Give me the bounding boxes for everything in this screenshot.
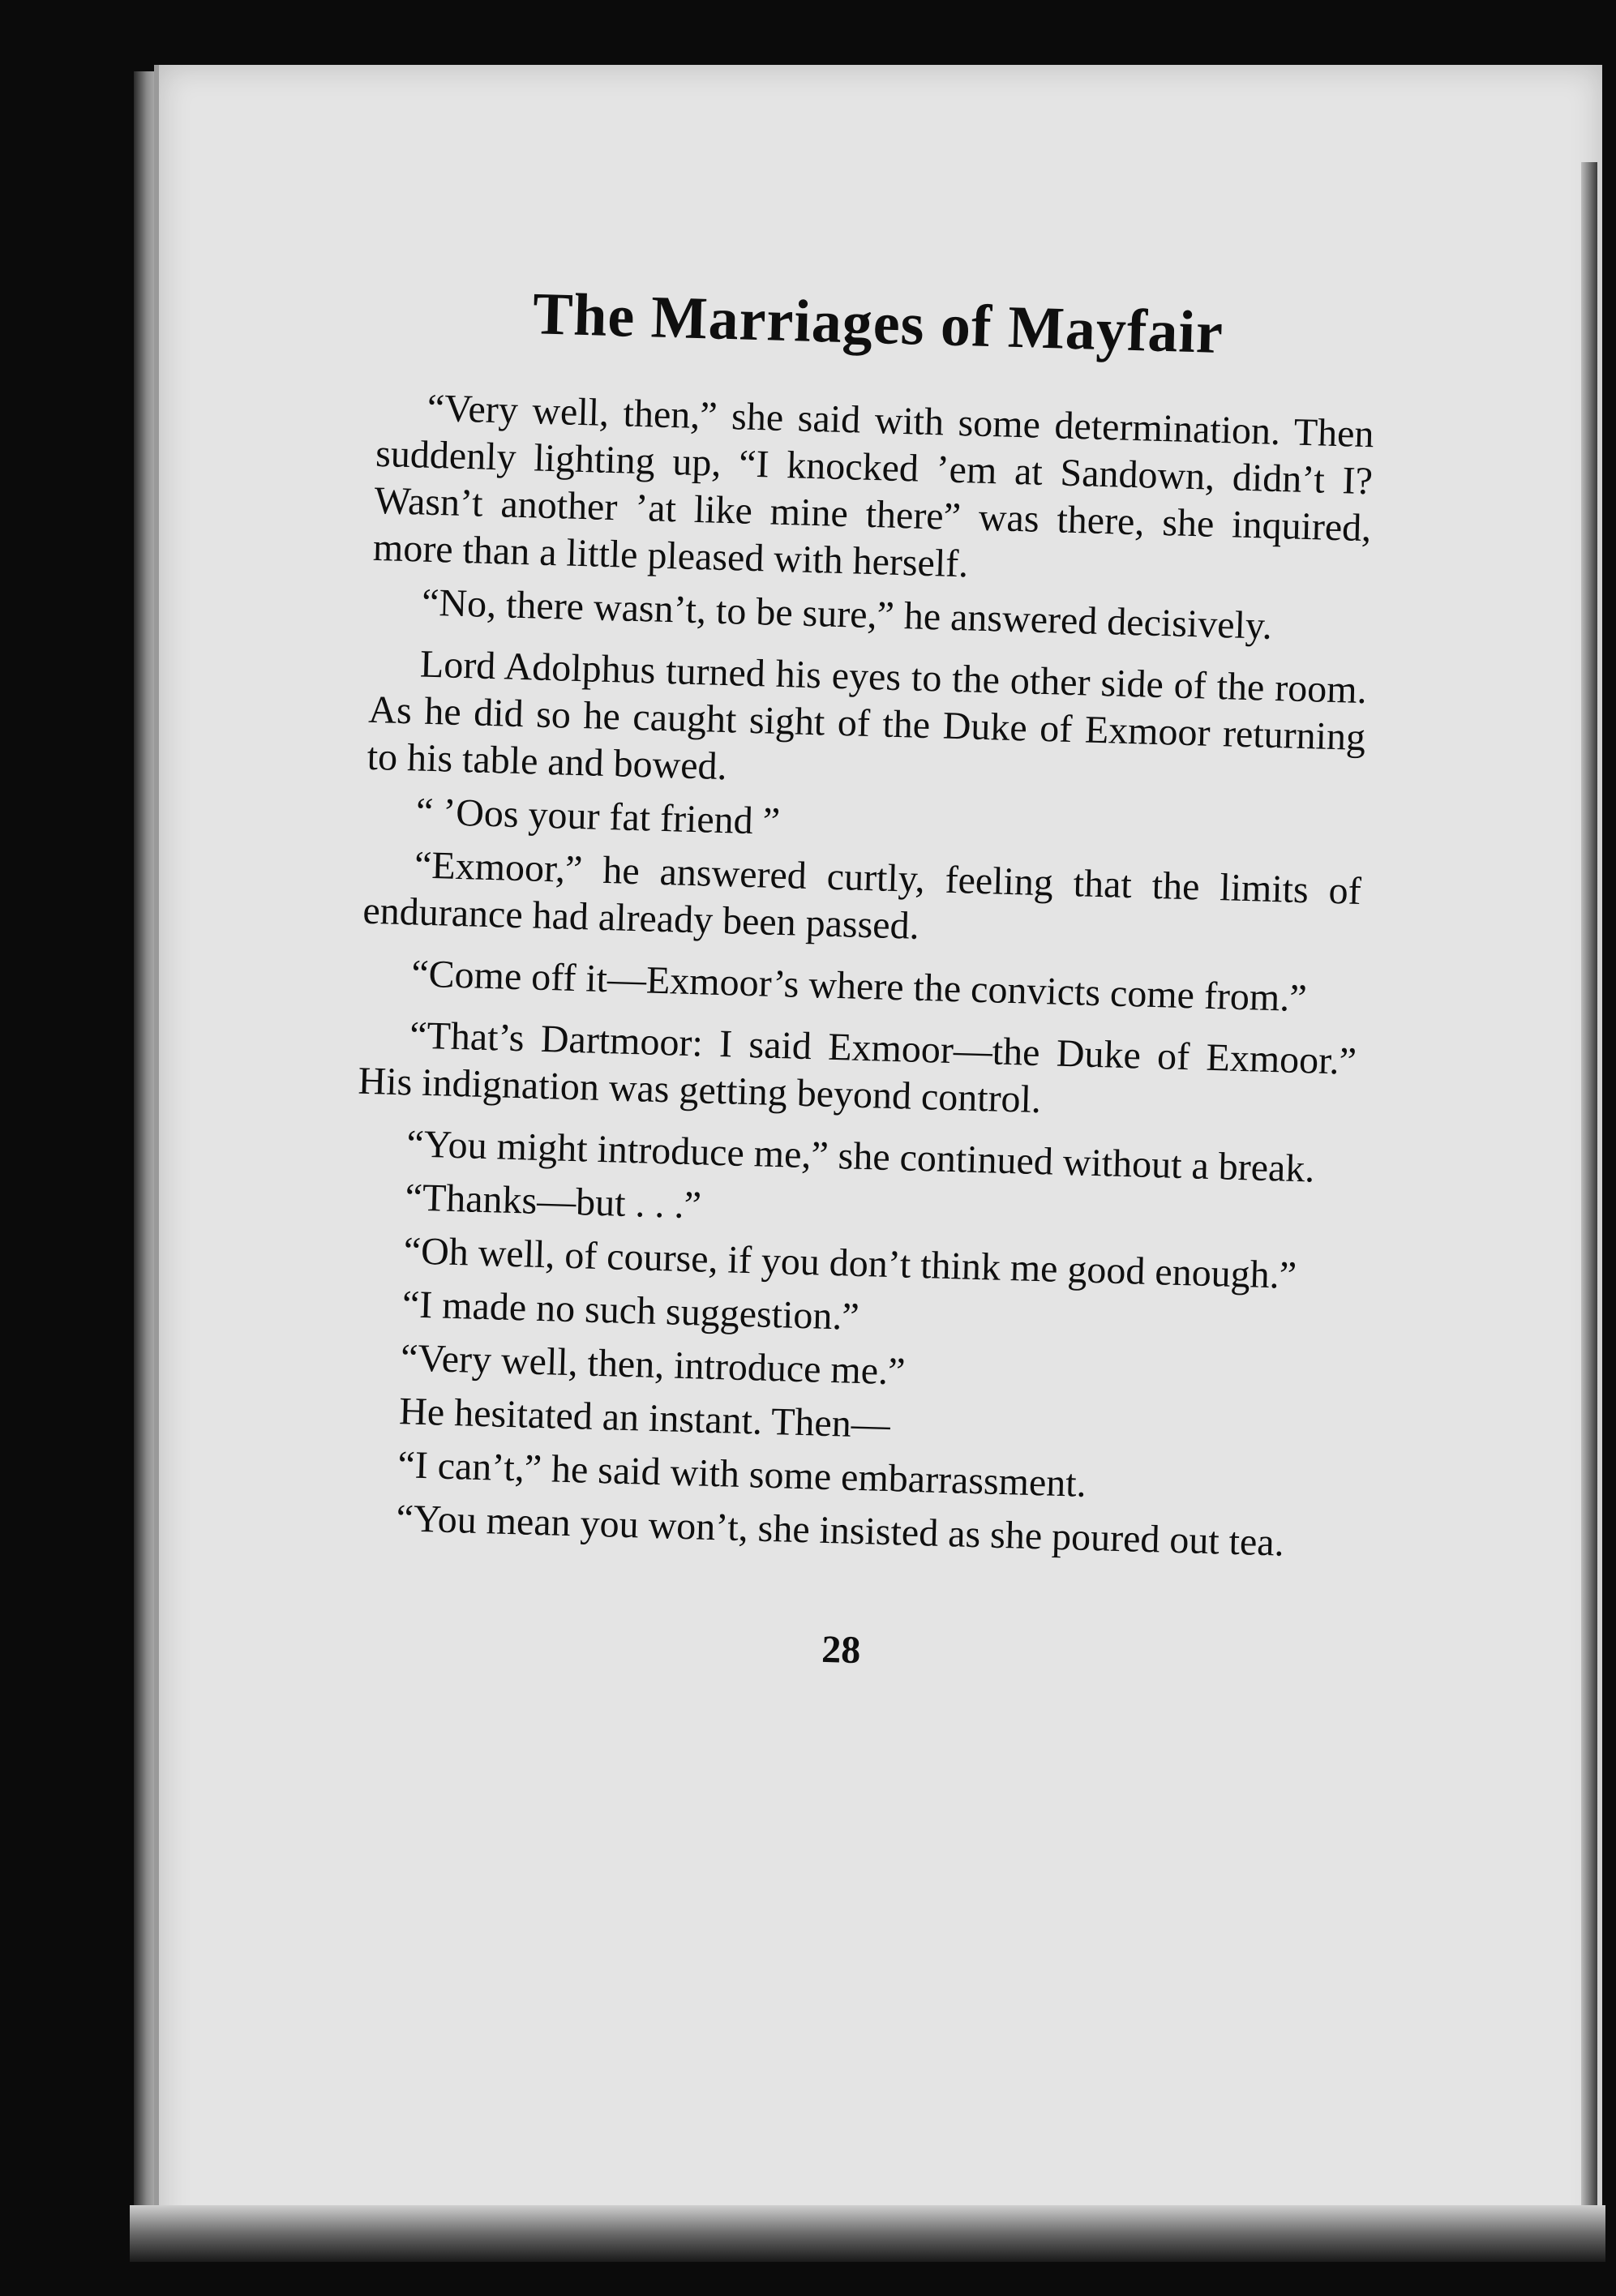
- paragraph: “Thanks—but . . .”: [404, 1176, 702, 1227]
- running-head: The Marriages of Mayfair: [531, 281, 1225, 367]
- paragraph: “You might introduce me,” she continued without a break.: [405, 1122, 1316, 1191]
- paragraph: “That’s Dartmoor: I said Exmoor—the Duke of Exmoor.” His indignation was getting beyond control.: [357, 1013, 1357, 1122]
- paragraph: “You mean you won’t, she insisted as she poured out tea.: [395, 1497, 1285, 1565]
- paragraph: “I made no such suggestion.”: [401, 1283, 860, 1339]
- body-text: [345, 383, 1374, 1569]
- paragraph: “No, there wasn’t, to be sure,” he answered decisively.: [421, 580, 1273, 648]
- paragraph: “I can’t,” he said with some embarrassment.: [396, 1443, 1087, 1506]
- paragraph: “Oh well, of course, if you don’t think me good enough.”: [403, 1229, 1297, 1298]
- paragraph: “Come off it—Exmoor’s where the convicts come from.”: [410, 952, 1308, 1021]
- page-content: [342, 259, 1378, 1686]
- page-right-edge: [1581, 162, 1597, 2238]
- paragraph: “Exmoor,” he answered curtly, feeling that the limits of endurance had already been passed.: [362, 843, 1362, 948]
- paragraph: He hesitated an instant. Then—: [398, 1390, 891, 1447]
- paragraph: “ ’Oos your fat friend ”: [415, 790, 781, 843]
- page-bottom-edge: [130, 2205, 1605, 2262]
- paragraph: Lord Adolphus turned his eyes to the other side of the room. As he did so he caught sight of the Duke of Exmoor returning to his table and bowed.: [366, 642, 1368, 789]
- paragraph: “Very well, then, introduce me.”: [400, 1336, 907, 1394]
- paragraph: “Very well, then,” she said with some determination. Then suddenly lighting up, “I knocked ’em at Sandown, didn’t I? Wasn’t another ’at like mine there” was there, she inquired, more than a little pleased with herself.: [372, 386, 1375, 586]
- page-number: 28: [821, 1627, 862, 1673]
